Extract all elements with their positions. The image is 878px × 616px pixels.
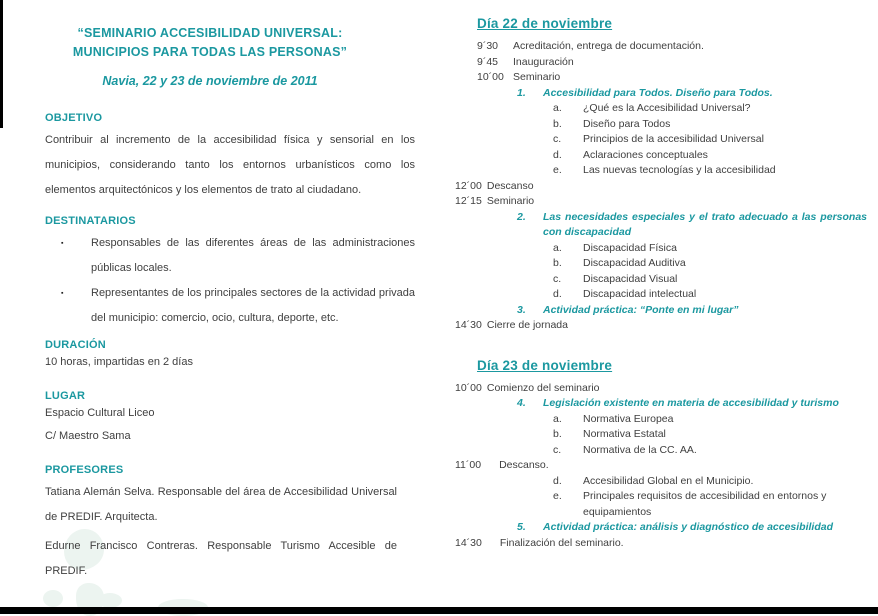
schedule-subitem-row [455,132,867,148]
list-item-text: Representantes de los principales sectores de la actividad privada del municipio: comercio, ocio, cultura, deporte, etc. [91,287,415,324]
subitem-label: Normativa Europea [583,412,674,425]
schedule-time-row [455,381,867,397]
topic-number: 1. [517,86,526,99]
schedule-topic-row [455,303,867,319]
square-bullet-icon: ▪ [61,240,64,247]
topic-number: 4. [517,397,526,409]
schedule-subitem-row [455,272,867,288]
time-value: 10´00 [477,71,504,83]
schedule-time-row [455,179,867,195]
time-value: 14´30 [455,319,482,331]
schedule-subitem-row [455,148,867,164]
day-23-rows [455,381,867,552]
profesor-paragraph: Edurne Francisco Contreras. Responsable Turismo Accesible de PREDIF. [45,540,397,577]
schedule-time-row [455,458,867,474]
time-value: 12´15 [455,195,482,207]
right-column [455,16,867,551]
subitem-label: Las nuevas tecnologías y la accesibilidad [583,164,776,176]
time-value: 9´45 [477,55,499,68]
schedule-topic-row [455,520,867,536]
event-label: Cierre de jornada [486,319,568,331]
topic-label: Actividad práctica: “Ponte en mi lugar” [543,303,739,316]
time-value: 14´30 [455,536,482,549]
subitem-label: Discapacidad intelectual [583,288,697,300]
subitem-label: Discapacidad Visual [583,272,678,285]
profesor-paragraph: Tatiana Alemán Selva. Responsable del área de Accesibilidad Universal de PREDIF. Arquitecta. [45,486,397,523]
event-label: Inauguración [513,55,574,68]
topic-label: Las necesidades especiales y el trato adecuado a las personas con discapacidad [543,210,867,238]
subitem-letter: b. [553,428,562,440]
schedule-topic-row [455,86,867,102]
list-item-text: Responsables de las diferentes áreas de las administraciones públicas locales. [91,237,415,274]
subitem-letter: c. [553,443,562,456]
schedule-subitem-row [455,287,867,303]
subitem-letter: c. [553,133,562,145]
seminar-subtitle: Navia, 22 y 23 de noviembre de 2011 [102,74,318,88]
section-heading-objetivo: OBJETIVO [45,112,103,124]
section-heading-lugar: LUGAR [45,390,86,402]
schedule-time-row [455,194,867,210]
schedule-time-row [455,39,867,55]
schedule-subitem-row [455,427,867,443]
footer-bar [0,607,878,614]
subitem-letter: b. [553,117,562,130]
duracion-body: 10 horas, impartidas en 2 días [45,356,193,368]
day-23-heading: Día 23 de noviembre [477,357,613,373]
time-value: 9´30 [477,40,499,52]
topic-label: Accesibilidad para Todos. Diseño para Todos. [543,86,773,99]
subitem-label: Accesibilidad Global en el Municipio. [583,474,754,487]
subitem-label: Principios de la accesibilidad Universal [583,133,764,145]
seminar-title-line2: MUNICIPIOS PARA TODAS LAS PERSONAS” [72,45,348,59]
subitem-letter: e. [553,164,562,176]
day-22-heading: Día 22 de noviembre [477,16,613,31]
subitem-label: Discapacidad Física [583,241,677,254]
event-label: Seminario [486,195,535,207]
schedule-day-23 [455,358,867,552]
left-column [45,24,415,584]
schedule-time-row [455,70,867,86]
subitem-letter: a. [553,412,562,425]
subitem-label: Discapacidad Auditiva [583,257,686,269]
section-heading-destinatarios: DESTINATARIOS [45,215,136,227]
subitem-letter: d. [553,148,562,161]
topic-label: Legislación existente en materia de accesibilidad y turismo [543,397,839,409]
subitem-letter: c. [553,272,562,285]
schedule-subitem-row [455,256,867,272]
schedule-subitem-row [455,489,867,520]
subitem-label: Normativa de la CC. AA. [583,443,697,456]
seminar-title-line1: “SEMINARIO ACCESIBILIDAD UNIVERSAL: [77,26,343,40]
schedule-topic-row [455,210,867,241]
decorative-blob [43,590,63,607]
event-label: Acreditación, entrega de documentación. [513,40,704,52]
subitem-letter: d. [553,474,562,487]
schedule-subitem-row [455,163,867,179]
schedule-time-row [455,55,867,71]
topic-number: 5. [517,521,526,533]
subitem-letter: d. [553,288,562,300]
subitem-label: Diseño para Todos [583,117,671,130]
schedule-time-row [455,318,867,334]
day-22-rows [455,39,867,334]
topic-number: 3. [517,303,526,316]
subitem-label: ¿Qué es la Accesibilidad Universal? [583,102,751,114]
list-item [45,281,415,331]
schedule-day-22 [455,16,867,334]
time-value: 12´00 [455,179,482,192]
topic-label: Actividad práctica: análisis y diagnóstico de accesibilidad [543,521,834,533]
schedule-subitem-row [455,241,867,257]
section-heading-profesores: PROFESORES [45,464,124,476]
event-label: Descanso. [499,459,549,471]
square-bullet-icon: ▪ [61,290,64,297]
list-item [45,231,415,281]
event-label: Descanso [486,179,534,192]
schedule-subitem-row [455,101,867,117]
lugar-line-venue: Espacio Cultural Liceo [45,407,155,419]
subitem-label: Normativa Estatal [583,428,666,440]
time-value: 10´00 [455,381,482,394]
topic-number: 2. [517,210,526,223]
event-label: Seminario [513,71,561,83]
schedule-subitem-row [455,474,867,490]
schedule-topic-row [455,396,867,412]
subitem-letter: e. [553,490,562,502]
section-heading-duracion: DURACIÓN [45,339,106,351]
page-edge-strip [0,0,3,128]
event-label: Finalización del seminario. [499,536,624,549]
subitem-letter: a. [553,241,562,254]
objetivo-body: Contribuir al incremento de la accesibilidad física y sensorial en los municipios, considerando tanto los entornos urbanísticos como los elementos arquitectónicos y los elementos de trato al ciudadano. [45,134,415,196]
schedule-subitem-row [455,443,867,459]
subitem-letter: b. [553,257,562,269]
subitem-label: Principales requisitos de accesibilidad en entornos y equipamientos [583,490,827,518]
destinatarios-list [45,231,415,331]
seminar-title [45,24,375,62]
schedule-time-row [455,536,867,552]
subitem-label: Aclaraciones conceptuales [583,148,708,161]
subitem-letter: a. [553,102,562,114]
time-value: 11´00 [455,459,482,471]
schedule-subitem-row [455,117,867,133]
decorative-blob [98,593,122,608]
schedule-subitem-row [455,412,867,428]
event-label: Comienzo del seminario [486,381,600,394]
lugar-line-street: C/ Maestro Sama [45,430,131,442]
